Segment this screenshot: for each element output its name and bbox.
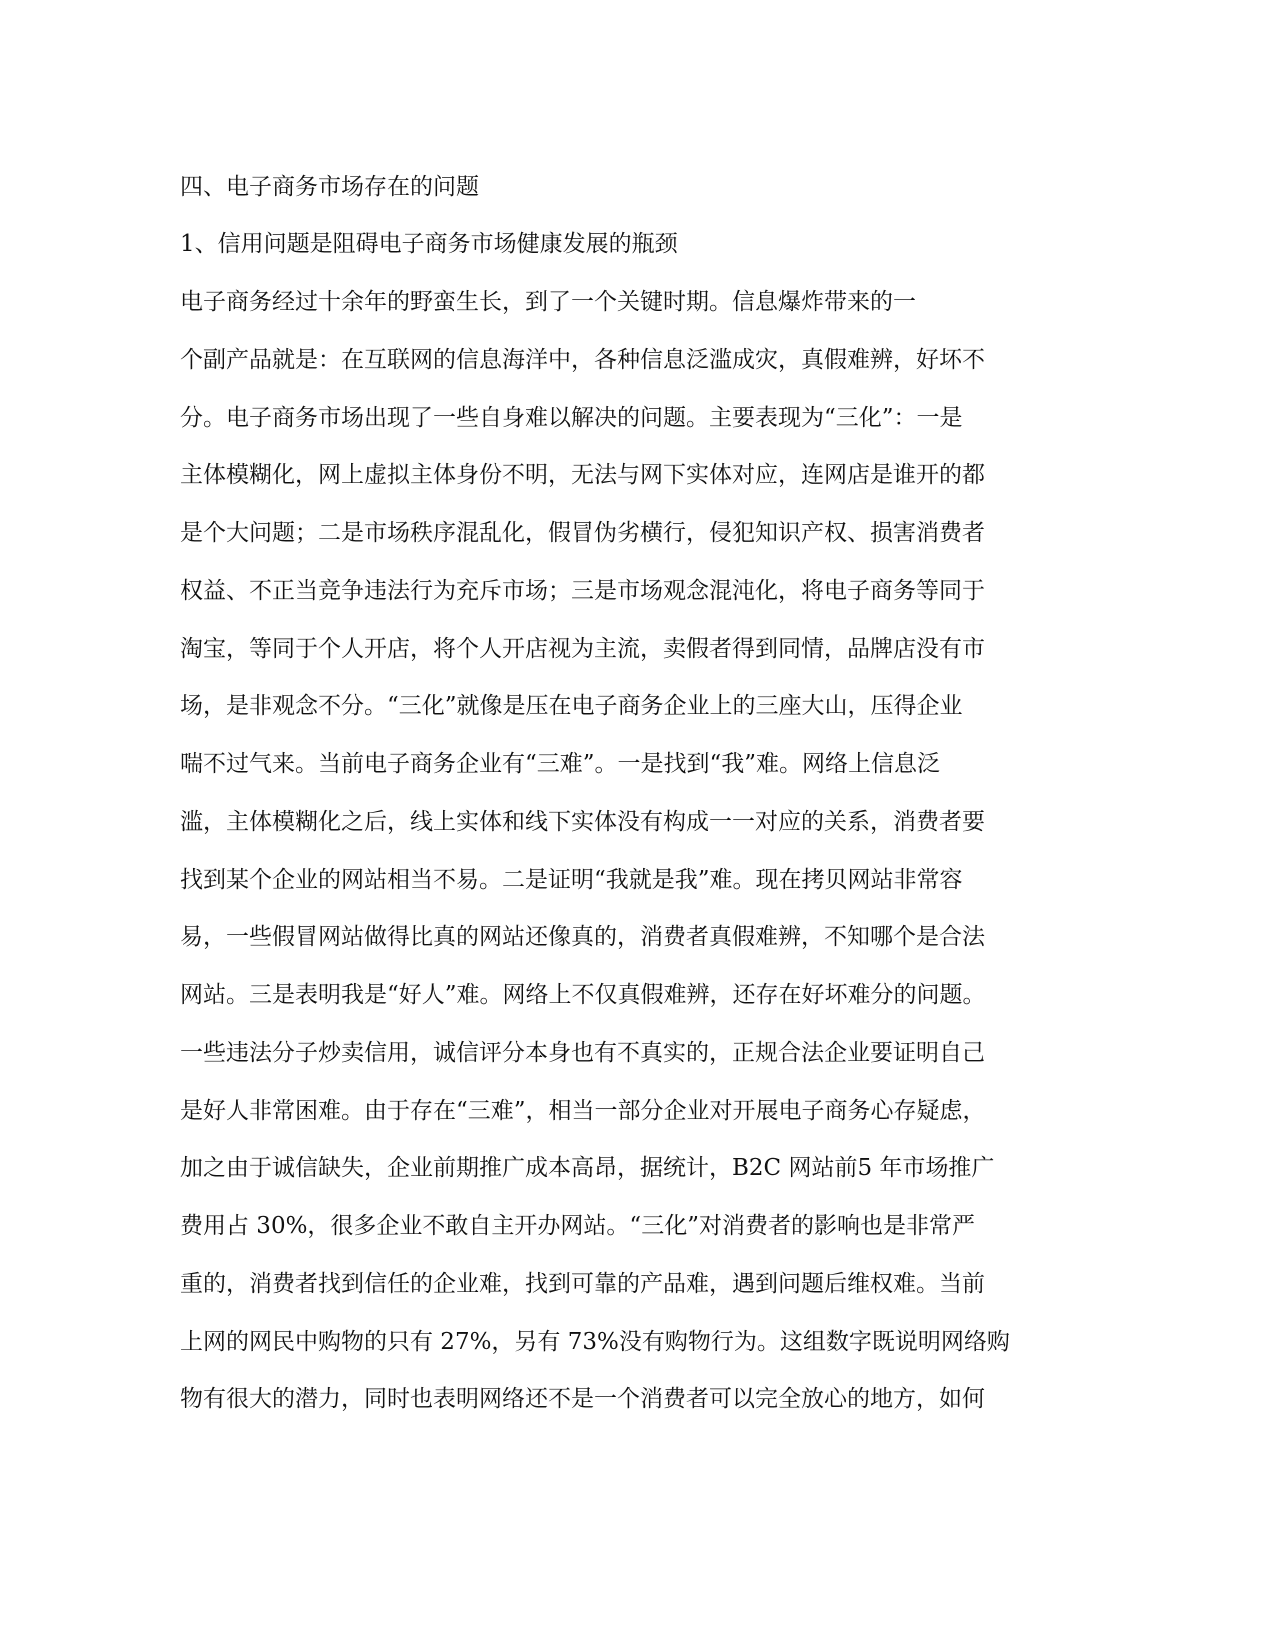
paragraph-line: 分。电子商务市场出现了一些自身难以解决的问题。主要表现为“三化”：一是 — [180, 405, 963, 431]
paragraph-line: 重的，消费者找到信任的企业难，找到可靠的产品难，遇到问题后维权难。当前 — [180, 1271, 985, 1297]
paragraph-line: 是个大问题；二是市场秩序混乱化，假冒伪劣横行，侵犯知识产权、损害消费者 — [180, 520, 985, 546]
paragraph-line: 场，是非观念不分。“三化”就像是压在电子商务企业上的三座大山，压得企业 — [180, 693, 963, 719]
paragraph-line: 淘宝，等同于个人开店，将个人开店视为主流，卖假者得到同情，品牌店没有市 — [180, 636, 985, 662]
paragraph-line: 上网的网民中购物的只有 27%，另有 73%没有购物行为。这组数字既说明网络购 — [180, 1329, 1010, 1355]
paragraph-line: 个副产品就是：在互联网的信息海洋中，各种信息泛滥成灾，真假难辨，好坏不 — [180, 347, 985, 373]
paragraph-line: 易，一些假冒网站做得比真的网站还像真的，消费者真假难辨，不知哪个是合法 — [180, 924, 985, 950]
paragraph-line: 电子商务经过十余年的野蛮生长，到了一个关键时期。信息爆炸带来的一 — [180, 289, 916, 315]
paragraph-line: 滥，主体模糊化之后，线上实体和线下实体没有构成一一对应的关系，消费者要 — [180, 809, 985, 835]
paragraph-line: 喘不过气来。当前电子商务企业有“三难”。一是找到“我”难。网络上信息泛 — [180, 751, 941, 777]
paragraph-line: 主体模糊化，网上虚拟主体身份不明，无法与网下实体对应，连网店是谁开的都 — [180, 462, 985, 488]
paragraph-line: 找到某个企业的网站相当不易。二是证明“我就是我”难。现在拷贝网站非常容 — [180, 867, 963, 893]
paragraph-line: 一些违法分子炒卖信用，诚信评分本身也有不真实的，正规合法企业要证明自己 — [180, 1040, 985, 1066]
paragraph-line: 物有很大的潜力，同时也表明网络还不是一个消费者可以完全放心的地方，如何 — [180, 1386, 985, 1412]
paragraph-line: 费用占 30%，很多企业不敢自主开办网站。“三化”对消费者的影响也是非常严 — [180, 1213, 975, 1239]
paragraph-line: 是好人非常困难。由于存在“三难”，相当一部分企业对开展电子商务心存疑虑， — [180, 1098, 986, 1124]
paragraph-line: 网站。三是表明我是“好人”难。网络上不仅真假难辨，还存在好坏难分的问题。 — [180, 982, 986, 1008]
subsection-heading: 1、信用问题是阻碍电子商务市场健康发展的瓶颈 — [180, 231, 678, 257]
paragraph-line: 加之由于诚信缺失，企业前期推广成本高昂，据统计，B2C 网站前5 年市场推广 — [180, 1155, 995, 1181]
section-heading: 四、电子商务市场存在的问题 — [180, 174, 479, 200]
paragraph-line: 权益、不正当竞争违法行为充斥市场；三是市场观念混沌化，将电子商务等同于 — [180, 578, 985, 604]
